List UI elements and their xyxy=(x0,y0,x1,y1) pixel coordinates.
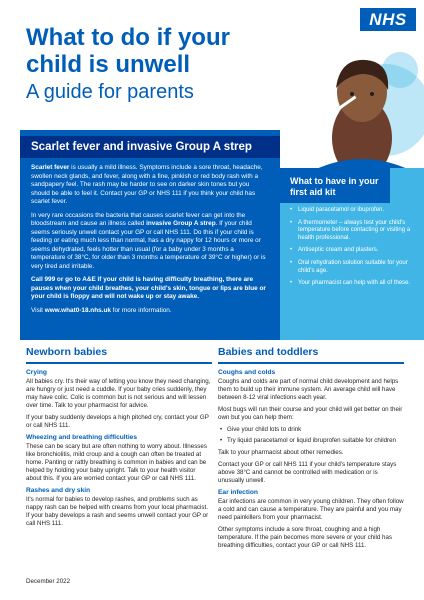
first-aid-list xyxy=(280,203,424,288)
ear-text: Ear infections are common in very young children. They often follow a cold and can cause a temperature. They are painful and you may need painkillers from your pharmacist. xyxy=(218,498,404,521)
first-aid-item: • Liquid paracetamol or ibuprofen. xyxy=(290,207,416,215)
list-item: • Try liquid paracetamol or liquid ibruprofen suitable for children xyxy=(218,437,404,445)
toddlers-heading: Babies and toddlers xyxy=(218,346,404,364)
list-item: • Give your child lots to drink xyxy=(218,426,404,434)
wheezing-text: These can be scary but are often nothing to worry about. Illnesses like bronchiolitis, mild croup and a cough can often be treated at home. Panting or rattly breathing is common in babies and can be helped by holding your baby upright. Talk to your health visitor about this. If you are worried contact your GP or call NHS 111. xyxy=(26,443,207,482)
first-aid-item: • A thermometer – always test your child's temperature before contacting or visiting a health professional. xyxy=(290,220,416,243)
nhs-logo: NHS xyxy=(360,8,416,31)
scarlet-p1-bold: Scarlet fever xyxy=(31,164,70,171)
crying-text-2: If your baby suddenly develops a high pitched cry, contact your GP or call NHS 111. xyxy=(26,414,209,429)
scarlet-p4-start: Visit xyxy=(31,306,45,314)
rashes-heading: Rashes and dry skin xyxy=(26,487,91,494)
first-aid-kit-box xyxy=(280,168,424,340)
scarlet-p1-text: is usually a mild illness. Symptoms include a sore throat, headache, swollen neck glands, and fever, along with a fine, pinkish or red body rash with a sandpapery feel. The rash may be harder to see on darker skin tones but you should be able to feel it. Contact your GP or NHS 111 if you think your child has scarlet fever. xyxy=(31,164,263,205)
title-block xyxy=(26,24,286,104)
coughs-heading: Coughs and colds xyxy=(218,369,276,376)
crying-heading: Crying xyxy=(26,369,47,376)
scarlet-p2-bold: invasive Group A strep xyxy=(146,220,216,227)
coughs-text-4: Contact your GP or call NHS 111 if your child's temperature stays above 38°C and cannot be controlled with medication or is unusually unwell. xyxy=(218,461,397,484)
newborn-heading: Newborn babies xyxy=(26,346,212,364)
scarlet-p3 xyxy=(31,276,269,302)
coughs-text-3: Talk to your pharmacist about other remedies. xyxy=(218,449,344,456)
first-aid-item: • Oral rehydration solution suitable for your child's age. xyxy=(290,260,416,275)
first-aid-item: • Antiseptic cream and plasters. xyxy=(290,247,416,255)
website-link[interactable]: www.what0-18.nhs.uk xyxy=(44,306,111,314)
rashes-text: It's normal for babies to develop rashes, and problems such as nappy rash can be helped with creams from your local pharmacist. If your baby develops a rash and seems unwell contact your GP or call NHS 111. xyxy=(26,496,209,527)
scarlet-fever-panel xyxy=(20,130,280,340)
coughs-text: Coughs and colds are part of normal child development and helps them to build up their immune system. An average child will have between 8-12 viral infections each year. xyxy=(218,378,399,401)
ear-heading: Ear infection xyxy=(218,489,258,496)
footer-date: December 2022 xyxy=(26,578,71,585)
first-aid-heading: What to have in your first aid kit xyxy=(280,168,390,203)
page-subtitle: A guide for parents xyxy=(26,81,194,103)
page-title: What to do if your child is unwell xyxy=(26,24,230,78)
crying-text: All babies cry. It's their way of letting you know they need changing, are hungry or just need a cuddle. If your baby cries suddenly, they may have colic. Colic is common but is not serious and will lessen over time. Talk to your pharmacist for advice. xyxy=(26,378,211,409)
newborn-babies-column xyxy=(26,346,212,532)
scarlet-p2-start: In very rare occasions the bacteria that causes scarlet fever can get into the bloodstream and cause an illness called xyxy=(31,211,246,227)
coughs-text-2: Most bugs will run their course and your child will get better on their own but you can help them: xyxy=(218,406,403,421)
scarlet-p1 xyxy=(31,164,269,207)
ear-text-2: Other symptoms include a sore throat, coughing and a high temperature. If the pain becomes more severe or your child has breathing difficulties, contact your GP or call NHS 111. xyxy=(218,526,393,549)
scarlet-p4 xyxy=(31,307,269,316)
wheezing-heading: Wheezing and breathing difficulties xyxy=(26,434,137,441)
emergency-advice: Call 999 or go to A&E if your child is having difficulty breathing, there are pauses when your child breathes, your child's skin, tongue or lips are blue or your child is floppy and will not wake up or stay awake. xyxy=(31,276,266,300)
scarlet-fever-body xyxy=(20,158,280,315)
scarlet-p2 xyxy=(31,212,269,272)
toddlers-column xyxy=(218,346,404,554)
scarlet-fever-heading: Scarlet fever and invasive Group A strep xyxy=(20,136,280,158)
coughs-list xyxy=(218,426,404,445)
scarlet-p4-rest: for more information. xyxy=(110,306,172,314)
first-aid-item: • Your pharmacist can help with all of these. xyxy=(290,280,416,288)
scarlet-p2-rest: . If your child seems seriously unwell contact your GP or call NHS 111. Do this if your child is feeding or eating much less than normal, has a dry nappy for 12 hours or more or seems dehydrated, feels hotter than usual (for a baby under 3 months a temperature of 38°C, for older than 3 months a temperature of 39°C or higher) or is very tired and irritable. xyxy=(31,220,266,270)
